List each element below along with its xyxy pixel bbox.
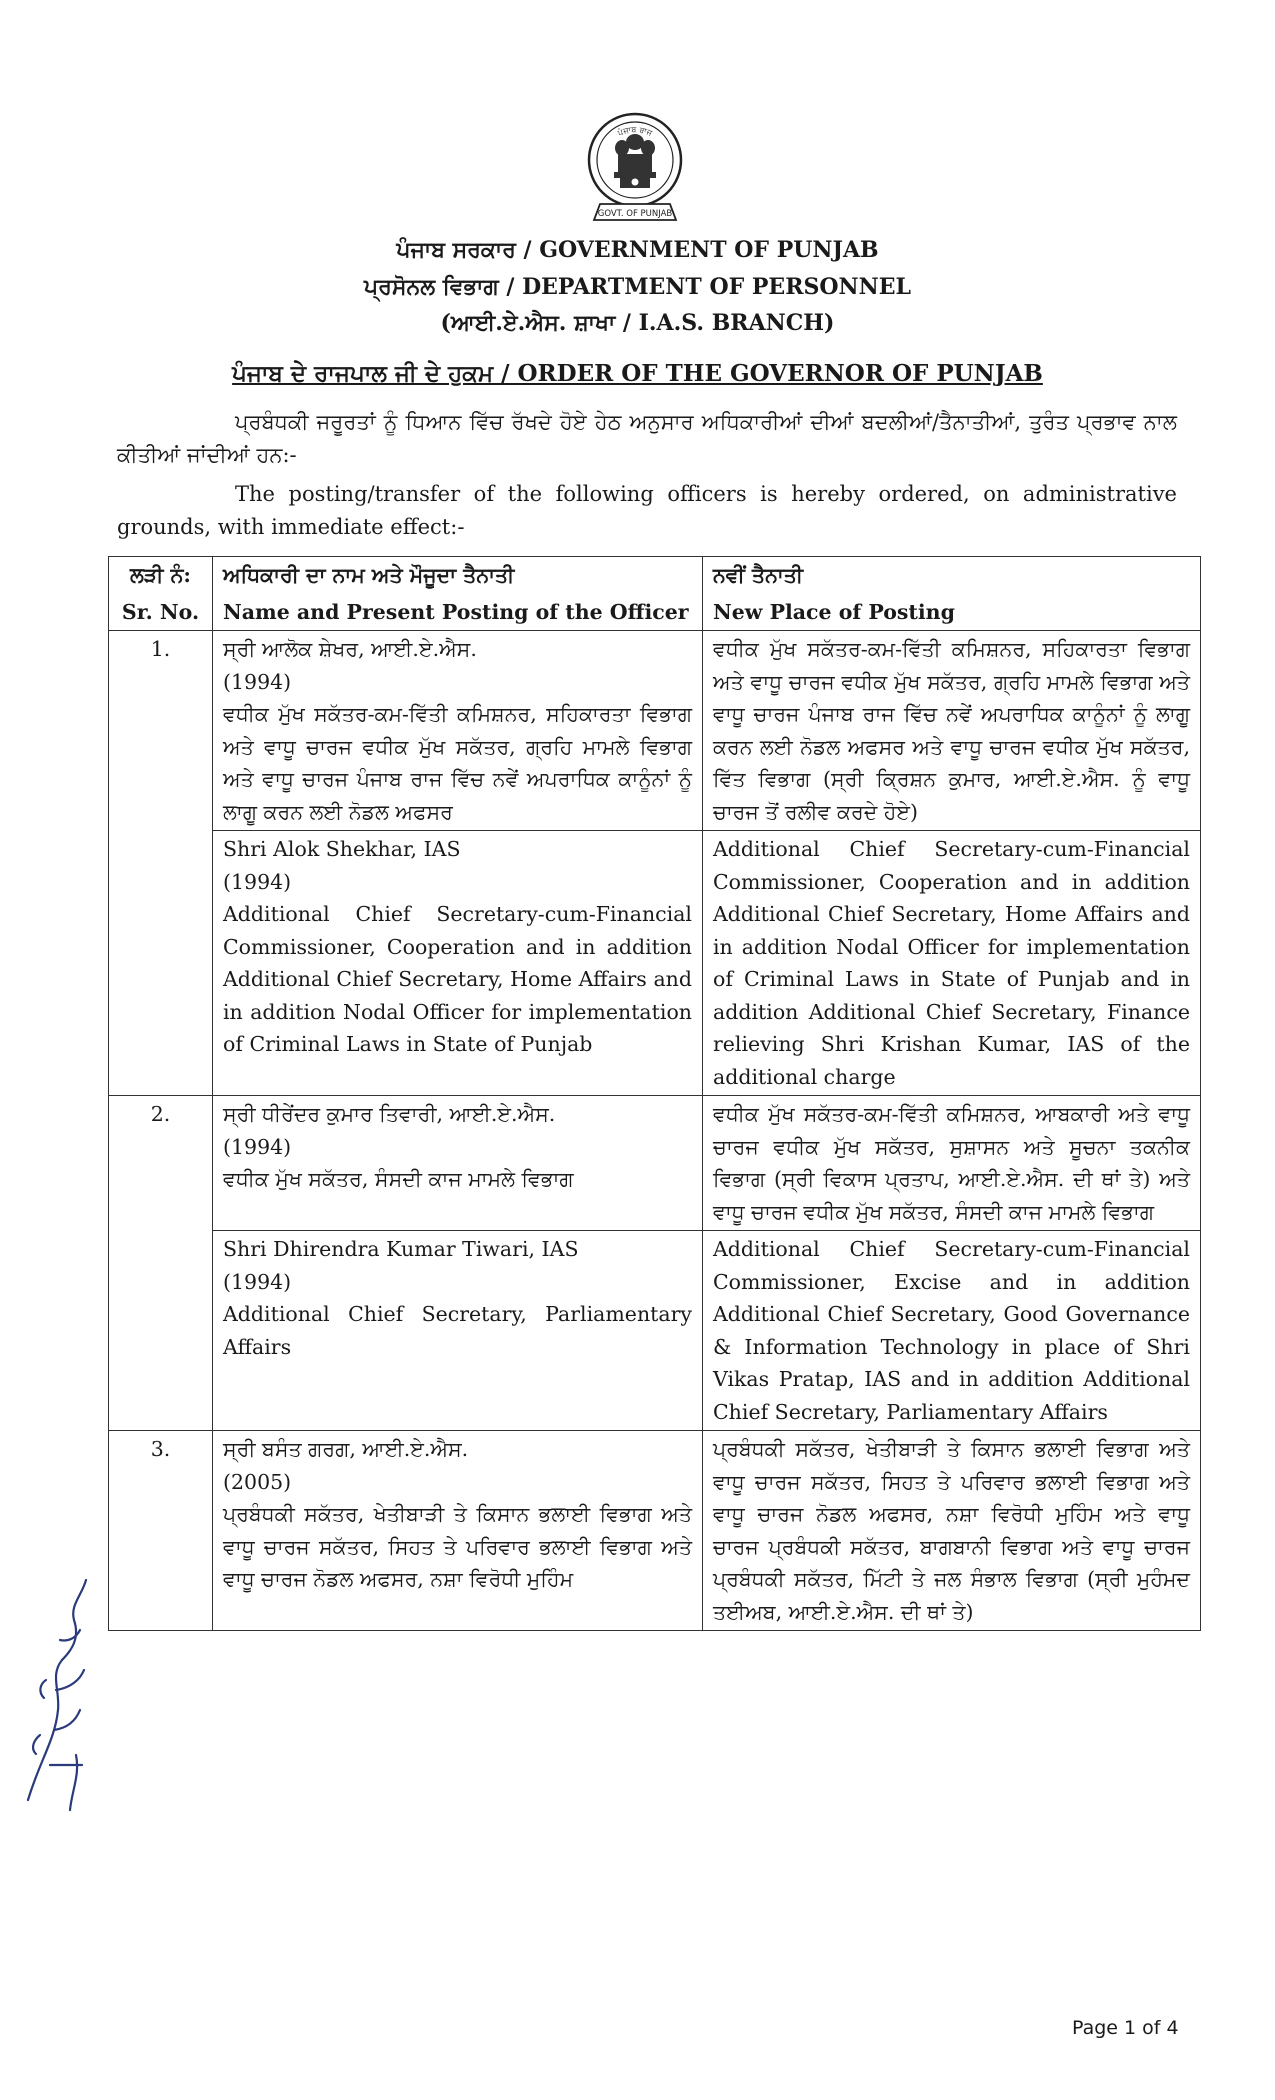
- officer-name: Shri Alok Shekhar, IAS: [223, 837, 461, 861]
- new-posting-english: Additional Chief Secretary-cum-Financial Commissioner, Excise and in addition Additional Chief Secretary, Good Governance & Information Technology in place of Shri Vikas Pratap, IAS and in addition Additional Chief Secretary, Parliamentary Affairs: [703, 1231, 1201, 1431]
- table-row: [109, 831, 1201, 1096]
- officer-batch: (1994): [223, 1269, 292, 1294]
- officer-batch: (2005): [223, 1469, 292, 1494]
- table-row: [109, 1431, 1201, 1631]
- table-row: [109, 631, 1201, 831]
- govt-heading: ਪੰਜਾਬ ਸਰਕਾਰ / GOVERNMENT OF PUNJAB: [396, 237, 879, 263]
- present-posting-punjabi: [213, 1431, 703, 1631]
- present-posting-english: [213, 831, 703, 1096]
- serial-number: 2.: [109, 1096, 213, 1431]
- header-name-punjabi: ਅਧਿਕਾਰੀ ਦਾ ਨਾਮ ਅਤੇ ਮੌਜੂਦਾ ਤੈਨਾਤੀ: [213, 557, 703, 594]
- officer-name: Shri Dhirendra Kumar Tiwari, IAS: [223, 1237, 579, 1261]
- table-header-row: [109, 594, 1201, 631]
- postings-table: [108, 556, 1201, 1631]
- officer-batch: (1994): [223, 1134, 292, 1159]
- state-emblem: [580, 100, 690, 240]
- present-posting-punjabi: [213, 1096, 703, 1231]
- table-header-row: [109, 557, 1201, 594]
- officer-name: ਸ੍ਰੀ ਧੀਰੇਂਦਰ ਕੁਮਾਰ ਤਿਵਾਰੀ, ਆਈ.ਏ.ਐਸ.: [223, 1102, 556, 1126]
- page-number: Page 1 of 4: [1072, 2017, 1179, 2039]
- officer-name: ਸ੍ਰੀ ਬਸੰਤ ਗਰਗ, ਆਈ.ਏ.ਐਸ.: [223, 1437, 469, 1461]
- emblem-bottom-text: GOVT. OF PUNJAB: [597, 209, 673, 219]
- header-sr-punjabi: ਲੜੀ ਨੰ:: [109, 557, 213, 594]
- intro-punjabi: ਪ੍ਰਬੰਧਕੀ ਜਰੂਰਤਾਂ ਨੂੰ ਧਿਆਨ ਵਿੱਚ ਰੱਖਦੇ ਹੋਏ ਹੇਠ ਅਨੁਸਾਰ ਅਧਿਕਾਰੀਆਂ ਦੀਆਂ ਬਦਲੀਆਂ/ਤੈਨਾਤੀਆਂ, ਤੁਰੰਤ ਪ੍ਰਭਾਵ ਨਾਲ ਕੀਤੀਆਂ ਜਾਂਦੀਆਂ ਹਨ:-: [117, 410, 1177, 467]
- header-new-english: New Place of Posting: [703, 594, 1201, 631]
- present-posting: Additional Chief Secretary-cum-Financial Commissioner, Cooperation and in addition Additional Chief Secretary, Home Affairs and in addition Nodal Officer for implementation of Criminal Laws in State of Punjab: [223, 902, 692, 1056]
- officer-batch: (1994): [223, 669, 292, 694]
- new-posting-punjabi: ਵਧੀਕ ਮੁੱਖ ਸਕੱਤਰ-ਕਮ-ਵਿੱਤੀ ਕਮਿਸ਼ਨਰ, ਸਹਿਕਾਰਤਾ ਵਿਭਾਗ ਅਤੇ ਵਾਧੂ ਚਾਰਜ ਵਧੀਕ ਮੁੱਖ ਸਕੱਤਰ, ਗ੍ਰਹਿ ਮਾਮਲੇ ਵਿਭਾਗ ਅਤੇ ਵਾਧੂ ਚਾਰਜ ਪੰਜਾਬ ਰਾਜ ਵਿੱਚ ਨਵੇਂ ਅਪਰਾਧਿਕ ਕਾਨੂੰਨਾਂ ਨੂੰ ਲਾਗੂ ਕਰਨ ਲਈ ਨੋਡਲ ਅਫਸਰ ਅਤੇ ਵਾਧੂ ਚਾਰਜ ਵਧੀਕ ਮੁੱਖ ਸਕੱਤਰ, ਵਿੱਤ ਵਿਭਾਗ (ਸ੍ਰੀ ਕ੍ਰਿਸ਼ਨ ਕੁਮਾਰ, ਆਈ.ਏ.ਐਸ. ਨੂੰ ਵਾਧੂ ਚਾਰਜ ਤੋਂ ਰਲੀਵ ਕਰਦੇ ਹੋਏ): [703, 631, 1201, 831]
- header-sr-english: Sr. No.: [109, 594, 213, 631]
- table-row: [109, 1096, 1201, 1231]
- serial-number: 3.: [109, 1431, 213, 1631]
- table-row: [109, 1231, 1201, 1431]
- officer-name: ਸ੍ਰੀ ਆਲੋਕ ਸ਼ੇਖਰ, ਆਈ.ਏ.ਐਸ.: [223, 637, 477, 661]
- emblem-top-text: ਪੰਜਾਬ ਰਾਜ: [616, 125, 654, 138]
- handwritten-signature: [10, 1560, 110, 1850]
- new-posting-punjabi: ਵਧੀਕ ਮੁੱਖ ਸਕੱਤਰ-ਕਮ-ਵਿੱਤੀ ਕਮਿਸ਼ਨਰ, ਆਬਕਾਰੀ ਅਤੇ ਵਾਧੂ ਚਾਰਜ ਵਧੀਕ ਮੁੱਖ ਸਕੱਤਰ, ਸੁਸ਼ਾਸਨ ਅਤੇ ਸੂਚਨਾ ਤਕਨੀਕ ਵਿਭਾਗ (ਸ੍ਰੀ ਵਿਕਾਸ ਪ੍ਰਤਾਪ, ਆਈ.ਏ.ਐਸ. ਦੀ ਥਾਂ ਤੇ) ਅਤੇ ਵਾਧੂ ਚਾਰਜ ਵਧੀਕ ਮੁੱਖ ਸਕੱਤਰ, ਸੰਸਦੀ ਕਾਜ ਮਾਮਲੇ ਵਿਭਾਗ: [703, 1096, 1201, 1231]
- order-title: ਪੰਜਾਬ ਦੇ ਰਾਜਪਾਲ ਜੀ ਦੇ ਹੁਕਮ / ORDER OF THE GOVERNOR OF PUNJAB: [232, 360, 1043, 387]
- present-posting: Additional Chief Secretary, Parliamentary Affairs: [223, 1302, 692, 1359]
- serial-number: 1.: [109, 631, 213, 1096]
- new-posting-punjabi: ਪ੍ਰਬੰਧਕੀ ਸਕੱਤਰ, ਖੇਤੀਬਾੜੀ ਤੇ ਕਿਸਾਨ ਭਲਾਈ ਵਿਭਾਗ ਅਤੇ ਵਾਧੂ ਚਾਰਜ ਸਕੱਤਰ, ਸਿਹਤ ਤੇ ਪਰਿਵਾਰ ਭਲਾਈ ਵਿਭਾਗ ਅਤੇ ਵਾਧੂ ਚਾਰਜ ਨੋਡਲ ਅਫਸਰ, ਨਸ਼ਾ ਵਿਰੋਧੀ ਮੁਹਿੰਮ ਅਤੇ ਵਾਧੂ ਚਾਰਜ ਪ੍ਰਬੰਧਕੀ ਸਕੱਤਰ, ਬਾਗਬਾਨੀ ਵਿਭਾਗ ਅਤੇ ਵਾਧੂ ਚਾਰਜ ਪ੍ਰਬੰਧਕੀ ਸਕੱਤਰ, ਮਿੱਟੀ ਤੇ ਜਲ ਸੰਭਾਲ ਵਿਭਾਗ (ਸ੍ਰੀ ਮੁਹੰਮਦ ਤਈਅਬ, ਆਈ.ਏ.ਐਸ. ਦੀ ਥਾਂ ਤੇ): [703, 1431, 1201, 1631]
- header-name-english: Name and Present Posting of the Officer: [213, 594, 703, 631]
- present-posting-punjabi: [213, 631, 703, 831]
- department-heading: ਪ੍ਰਸੋਨਲ ਵਿਭਾਗ / DEPARTMENT OF PERSONNEL: [364, 274, 911, 300]
- intro-english: The posting/transfer of the following officers is hereby ordered, on administrative grounds, with immediate effect:-: [117, 482, 1177, 539]
- officer-batch: (1994): [223, 869, 292, 894]
- branch-heading: (ਆਈ.ਏ.ਐਸ. ਸ਼ਾਖਾ / I.A.S. BRANCH): [440, 310, 835, 336]
- present-posting: ਵਧੀਕ ਮੁੱਖ ਸਕੱਤਰ-ਕਮ-ਵਿੱਤੀ ਕਮਿਸ਼ਨਰ, ਸਹਿਕਾਰਤਾ ਵਿਭਾਗ ਅਤੇ ਵਾਧੂ ਚਾਰਜ ਵਧੀਕ ਮੁੱਖ ਸਕੱਤਰ, ਗ੍ਰਹਿ ਮਾਮਲੇ ਵਿਭਾਗ ਅਤੇ ਵਾਧੂ ਚਾਰਜ ਪੰਜਾਬ ਰਾਜ ਵਿੱਚ ਨਵੇਂ ਅਪਰਾਧਿਕ ਕਾਨੂੰਨਾਂ ਨੂੰ ਲਾਗੂ ਕਰਨ ਲਈ ਨੋਡਲ ਅਫਸਰ: [223, 702, 692, 824]
- present-posting: ਵਧੀਕ ਮੁੱਖ ਸਕੱਤਰ, ਸੰਸਦੀ ਕਾਜ ਮਾਮਲੇ ਵਿਭਾਗ: [223, 1167, 574, 1191]
- present-posting-english: [213, 1231, 703, 1431]
- new-posting-english: Additional Chief Secretary-cum-Financial Commissioner, Cooperation and in addition Additional Chief Secretary, Home Affairs and in addition Nodal Officer for implementation of Criminal Laws in State of Punjab and in addition Additional Chief Secretary, Finance relieving Shri Krishan Kumar, IAS of the additional charge: [703, 831, 1201, 1096]
- present-posting: ਪ੍ਰਬੰਧਕੀ ਸਕੱਤਰ, ਖੇਤੀਬਾੜੀ ਤੇ ਕਿਸਾਨ ਭਲਾਈ ਵਿਭਾਗ ਅਤੇ ਵਾਧੂ ਚਾਰਜ ਸਕੱਤਰ, ਸਿਹਤ ਤੇ ਪਰਿਵਾਰ ਭਲਾਈ ਵਿਭਾਗ ਅਤੇ ਵਾਧੂ ਚਾਰਜ ਨੋਡਲ ਅਫਸਰ, ਨਸ਼ਾ ਵਿਰੋਧੀ ਮੁਹਿੰਮ: [223, 1502, 692, 1591]
- header-new-punjabi: ਨਵੀਂ ਤੈਨਾਤੀ: [703, 557, 1201, 594]
